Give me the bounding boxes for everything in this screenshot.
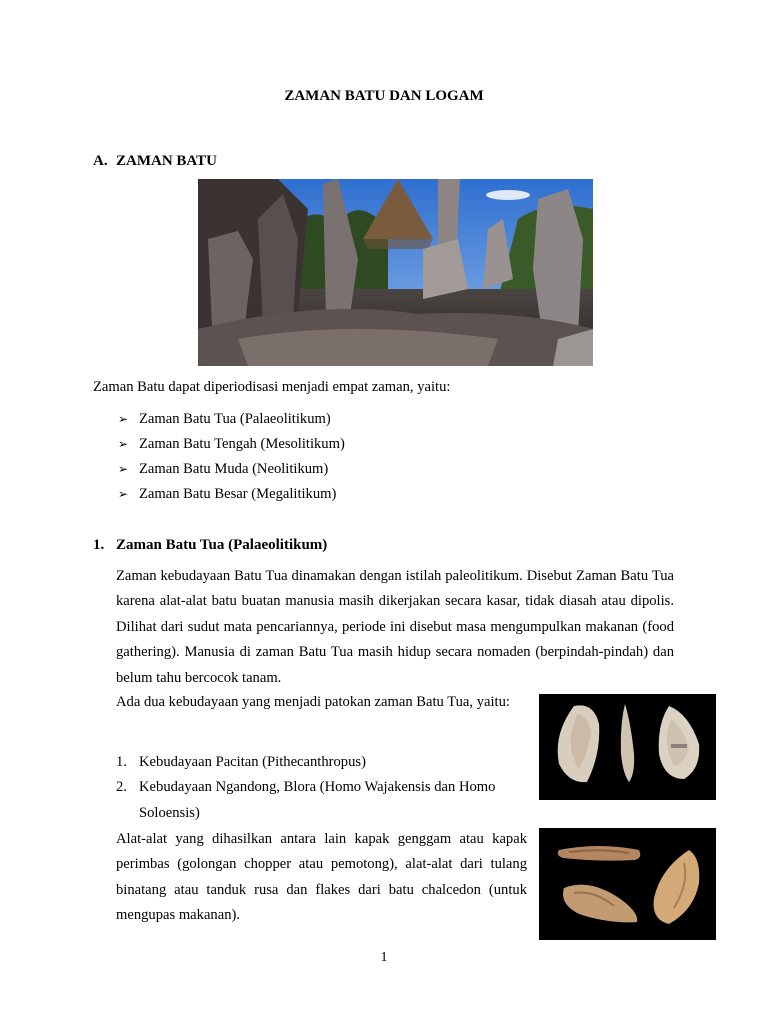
arrowhead-bullet-icon: ➢: [118, 437, 129, 451]
section-a-title: ZAMAN BATU: [116, 153, 217, 169]
list-item: [118, 486, 345, 511]
list-item-number: 1.: [116, 754, 127, 770]
page-number: 1: [380, 950, 388, 965]
list-item: [118, 461, 345, 486]
section-a-heading: [93, 153, 217, 170]
period-list: [118, 411, 345, 511]
stone-flake-tools-photo: [539, 828, 716, 940]
section-1-title: Zaman Batu Tua (Palaeolitikum): [116, 537, 328, 553]
hand-axes-drawing: [539, 694, 716, 800]
megalith-stones-photo: [198, 179, 593, 366]
list-item-text: Kebudayaan Ngandong, Blora (Homo Wajakensis dan Homo Soloensis): [139, 779, 496, 821]
intro-text: Zaman Batu dapat diperiodisasi menjadi empat zaman, yaitu:: [93, 379, 451, 395]
list-item-text: Zaman Batu Muda (Neolitikum): [139, 461, 329, 477]
section-1-number: 1.: [93, 537, 105, 553]
list-item-number: 2.: [116, 779, 127, 796]
document-title: ZAMAN BATU DAN LOGAM: [284, 88, 484, 104]
list-item-text: Zaman Batu Tua (Palaeolitikum): [139, 411, 331, 427]
stone-hand-axes-photo: [539, 694, 716, 800]
paragraph-palaeolitikum: Zaman kebudayaan Batu Tua dinamakan dengan istilah paleolitikum. Disebut Zaman Batu Tua karena alat-alat batu buatan manusia masih dikerjakan secara kasar, tidak diasah atau dipolis. Dilihat dari sudut mata pencariannya, periode ini disebut masa mengumpulkan makanan (food gathering). Manusia di zaman Batu Tua masih hidup secara nomaden (berpindah-pindah) dan belum tahu bercocok tanam.: [116, 568, 674, 686]
list-item: [116, 750, 527, 775]
arrowhead-bullet-icon: ➢: [118, 412, 129, 426]
arrowhead-bullet-icon: ➢: [118, 487, 129, 501]
list-item: [118, 436, 345, 461]
section-a-number: A.: [93, 153, 108, 169]
list-item: [116, 775, 527, 826]
list-item: [118, 411, 345, 436]
megalith-photo-drawing: [198, 179, 593, 366]
flake-tools-drawing: [539, 828, 716, 940]
list-item-text: Zaman Batu Tengah (Mesolitikum): [139, 436, 345, 452]
paragraph-cultures-intro: Ada dua kebudayaan yang menjadi patokan zaman Batu Tua, yaitu:: [116, 694, 510, 710]
list-item-text: Kebudayaan Pacitan (Pithecanthropus): [139, 754, 366, 770]
section-1-heading: [93, 537, 327, 554]
arrowhead-bullet-icon: ➢: [118, 462, 129, 476]
culture-list: [116, 750, 527, 826]
paragraph-tools: Alat-alat yang dihasilkan antara lain kapak genggam atau kapak perimbas (golongan chopper atau pemotong), alat-alat dari tulang binatang atau tanduk rusa dan flakes dari batu chalcedon (untuk mengupas makanan).: [116, 831, 527, 924]
list-item-text: Zaman Batu Besar (Megalitikum): [139, 486, 337, 502]
